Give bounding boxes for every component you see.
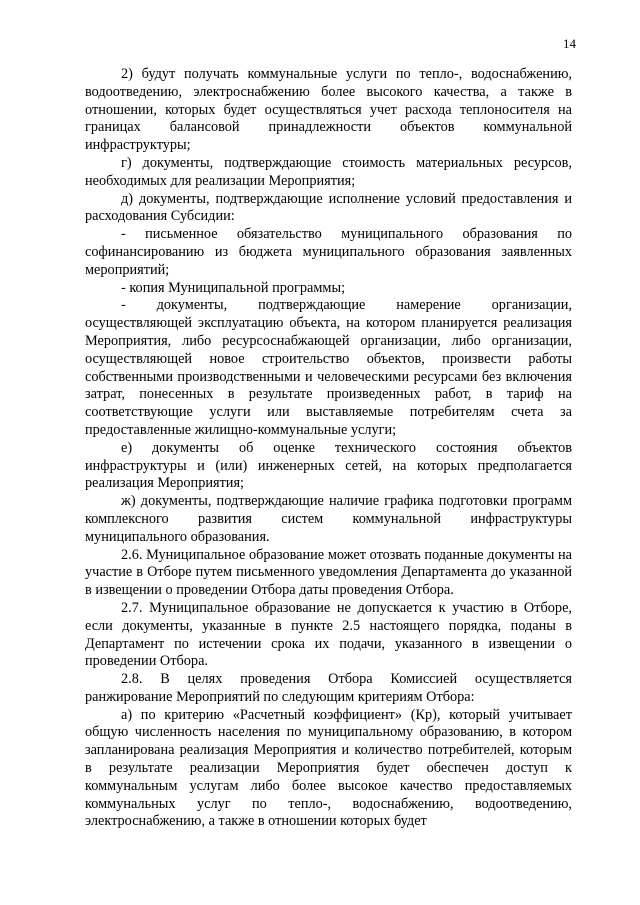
paragraph-2-6: 2.6. Муниципальное образование может отозвать поданные документы на участие в Отборе путем письменного уведомления Департамента до указанной в извещении о проведении Отбора даты проведения Отбора. [85,546,572,599]
paragraph-item-g: г) документы, подтверждающие стоимость материальных ресурсов, необходимых для реализации Мероприятия; [85,154,572,189]
paragraph-2-7: 2.7. Муниципальное образование не допускается к участию в Отборе, если документы, указанные в пункте 2.5 настоящего порядка, поданы в Департамент по истечении срока их подачи, указанного в извещении о проведении Отбора. [85,599,572,670]
paragraph-item-d: д) документы, подтверждающие исполнение условий предоставления и расходования Субсидии: [85,190,572,225]
paragraph-item-2: 2) будут получать коммунальные услуги по тепло-, водоснабжению, водоотведению, электроснабжению более высокого качества, а также в отношении, которых будет осуществляться учет расхода теплоносителя на границах балансовой принадлежности объектов коммунальной инфраструктуры; [85,66,572,154]
paragraph-item-zh: ж) документы, подтверждающие наличие графика подготовки программ комплексного развития систем коммунальной инфраструктуры муниципального образования. [85,493,572,545]
paragraph-2-8: 2.8. В целях проведения Отбора Комиссией осуществляется ранжирование Мероприятий по следующим критериям Отбора: [85,671,572,705]
paragraph-criterion-a: а) по критерию «Расчетный коэффициент» (Кр), который учитывает общую численность населения по муниципальному образованию, в котором запланирована реализация Мероприятия и количество потребителей, которым в результате реализации Мероприятия будет обеспечен доступ к коммунальным услугам либо более высокое качество предоставляемых коммунальных услуг по тепло-, водоснабжению, водоотведению, электроснабжению, а также в отношении которых будет [85,706,572,830]
paragraph-obligation: - письменное обязательство муниципального образования по софинансированию из бюджета муниципального образования заявленных мероприятий; [85,226,572,278]
paragraph-item-e: е) документы об оценке технического состояния объектов инфраструктуры и (или) инженерных сетей, на которых предполагается реализация Мероприятия; [85,439,572,492]
paragraph-intent-documents: - документы, подтверждающие намерение организации, осуществляющей эксплуатацию объекта, на котором планируется реализация Мероприятия, либо ресурсоснабжающей организации, либо организации, осуществляющей новое строительство объектов, произвести работы собственными производственными и человеческими ресурсами без включения затрат, понесенных в результате произведенных работ, в тариф на соответствующие услуги или выставляемые потребителям счета за предоставленные жилищно-коммунальные услуги; [85,297,572,438]
document-body [85,66,572,831]
paragraph-program-copy: - копия Муниципальной программы; [121,279,346,296]
page-number: 14 [563,36,576,51]
